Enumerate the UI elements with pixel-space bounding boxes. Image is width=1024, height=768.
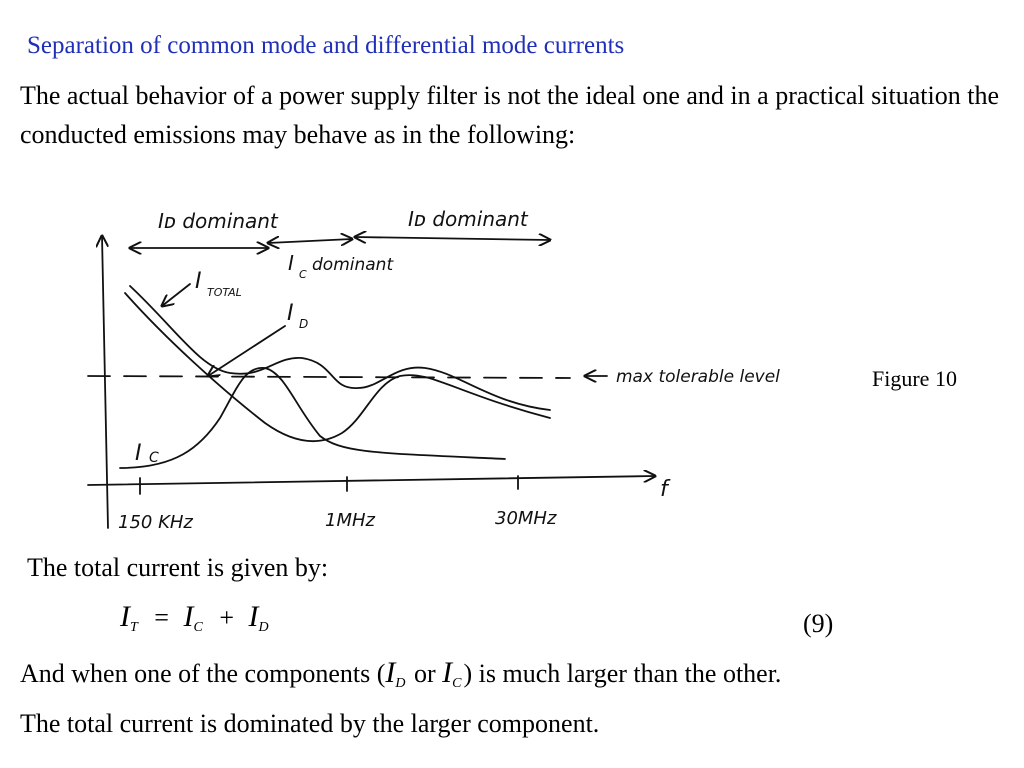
eq-lhs-var: I [120,600,130,633]
label-i-d: I [287,301,294,326]
tick-label-30m: 30MHz [495,508,557,529]
closing-line-1 [20,653,1024,704]
eq-term1-sub: C [193,620,203,635]
x-axis [88,476,655,485]
label-max-level: max tolerable level [616,367,780,387]
curve-i-d [125,293,550,441]
tick-label-150k: 150 KHz [118,512,193,533]
closing-text-b: ) is much larger than the other. [463,659,782,688]
label-i-c: I [135,441,142,466]
closing-text-a: And when one of the components ( [20,659,386,688]
curve-i-c [120,368,505,468]
eq-term2-var: I [248,600,259,633]
closing-or: or [407,659,443,688]
label-ic-dominant-i: I [288,251,294,275]
closing-var-2: I [442,656,453,689]
closing-sub-1: D [395,676,406,691]
closing-line-2: The total current is dominated by the larger component. [20,709,600,738]
figure-caption: Figure 10 [872,366,957,391]
closing-paragraph [20,653,1024,744]
eq-equals: = [154,603,169,632]
max-level-line [88,376,570,378]
equation-number: (9) [803,609,834,638]
curve-i-total [130,286,550,410]
eq-plus: + [219,603,234,632]
intro-paragraph: The actual behavior of a power supply filter is not the ideal one and in a practical situation the conducted emissions may behave as in the following: [20,81,999,149]
eq-term2-sub: D [258,620,269,635]
slide-title: Separation of common mode and differential mode currents [27,32,625,59]
eq-lhs-sub: T [130,620,138,635]
equation [120,600,271,636]
total-current-text: The total current is given by: [27,553,329,582]
axis-f-label: f [660,477,668,502]
label-i-c-sub: C [149,450,159,466]
label-i-total: I [195,269,202,294]
label-id-dominant-right: Iᴅ dominant [408,207,528,231]
range-ic [268,239,352,243]
label-id-dominant-left: Iᴅ dominant [158,209,278,233]
closing-sub-2: C [452,676,462,691]
label-i-d-sub: D [299,317,309,331]
range-id-right [355,237,550,240]
label-ic-dominant-word: dominant [312,255,394,275]
pointer-i-d [208,326,285,376]
pointer-i-total [162,284,190,306]
label-ic-dominant-sub: C [299,268,307,281]
tick-label-1m: 1MHz [325,510,375,531]
conducted-emissions-sketch [80,198,780,543]
eq-term1-var: I [183,600,194,633]
closing-var-1: I [385,656,396,689]
label-i-total-sub: TOTAL [207,286,242,299]
